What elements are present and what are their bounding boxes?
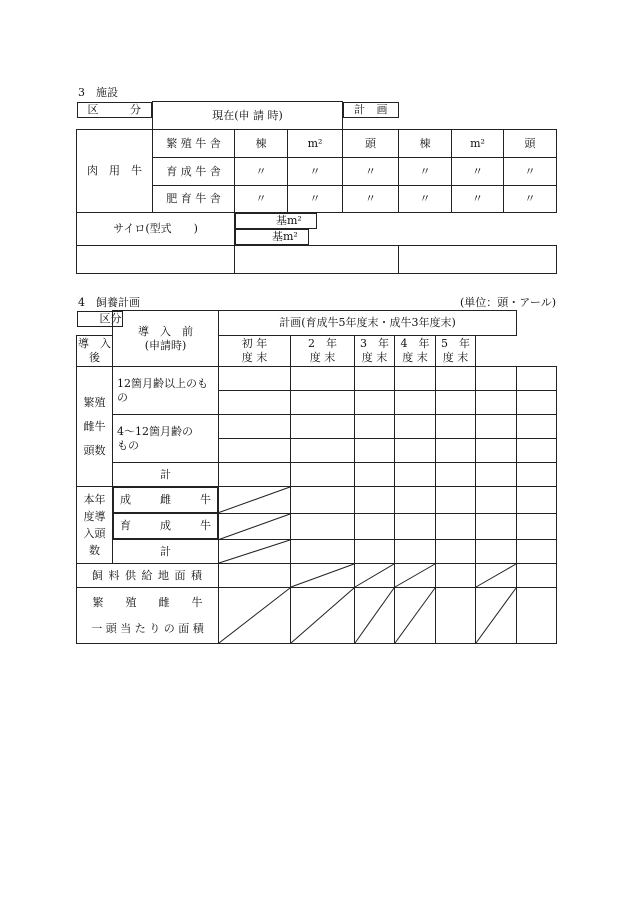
- row-label: 肥 育 牛 舎: [153, 186, 235, 213]
- feeding-plan-table: [76, 310, 557, 644]
- cell: 〃: [452, 186, 504, 213]
- slash-line: [395, 588, 435, 643]
- cell: [436, 564, 476, 588]
- slash-line: [291, 564, 354, 587]
- cell: [355, 391, 395, 415]
- beef-cattle-label: 肉 用 牛: [77, 130, 153, 213]
- slashed-cell: [219, 540, 291, 564]
- cell: [517, 415, 557, 439]
- year-header: [355, 336, 395, 367]
- breeding-cow-label: [77, 367, 113, 487]
- cell: [517, 513, 557, 540]
- cell: 〃: [504, 186, 557, 213]
- intro-total-label: 計: [113, 540, 219, 564]
- label-line: 数: [89, 544, 100, 557]
- before-sub-label: (申請時): [144, 338, 187, 352]
- slash-line: [291, 588, 354, 643]
- label-char: 成: [120, 493, 131, 506]
- kubun-left-label: 区: [99, 311, 111, 325]
- cell: [355, 367, 395, 391]
- cell: 頭: [343, 130, 399, 158]
- cell: 〃: [235, 158, 288, 186]
- label-char: 牛: [200, 493, 211, 506]
- cell: [291, 463, 355, 487]
- slash-line: [219, 487, 290, 513]
- year-header: [219, 336, 291, 367]
- kubun-right-label: 分: [130, 102, 141, 116]
- cell: [436, 367, 476, 391]
- cell: 基: [276, 214, 287, 227]
- cell: [517, 487, 557, 514]
- cell: [517, 367, 557, 391]
- silo-current: [235, 213, 317, 229]
- slashed-cell: [291, 588, 355, 644]
- year-header: [436, 336, 476, 367]
- m4to12-label: [113, 415, 219, 463]
- cell: [291, 513, 355, 540]
- row-label: 繁 殖 牛 舎: [153, 130, 235, 158]
- cell: 〃: [288, 158, 343, 186]
- slashed-cell: [395, 564, 436, 588]
- cell: 頭: [504, 130, 557, 158]
- cell: m²: [283, 230, 298, 243]
- cell: [291, 439, 355, 463]
- label-line: 繁 殖 雌 牛: [92, 595, 203, 609]
- slashed-cell: [476, 564, 517, 588]
- cell: [219, 463, 291, 487]
- cell: [476, 463, 517, 487]
- feed-area-label: 飼 料 供 給 地 面 積: [77, 564, 219, 588]
- cell: 〃: [288, 186, 343, 213]
- cell: [291, 415, 355, 439]
- label-line: 度導: [83, 510, 106, 523]
- slash-line: [395, 564, 435, 587]
- cell: [395, 487, 436, 514]
- facilities-table: [76, 101, 557, 274]
- cell: [291, 367, 355, 391]
- slashed-cell: [355, 564, 395, 588]
- year-label: 4 年: [400, 337, 430, 350]
- silo-plan: [235, 229, 309, 245]
- cell: [436, 415, 476, 439]
- cell: [476, 391, 517, 415]
- before-header: [110, 311, 219, 367]
- year-end-label: 度 末: [442, 351, 469, 364]
- cell: 〃: [399, 158, 452, 186]
- cell: 基: [272, 230, 283, 243]
- cell: m²: [288, 130, 343, 158]
- cell: [436, 588, 476, 644]
- year-label: 3 年: [360, 337, 389, 350]
- cell: [476, 487, 517, 514]
- label-line: の: [117, 390, 128, 404]
- cell: [476, 367, 517, 391]
- intro-label: [77, 487, 113, 564]
- kubun-left-label: 区: [87, 102, 99, 116]
- empty-cell: [77, 246, 235, 274]
- label-char: 雌: [160, 493, 171, 506]
- cell: [436, 463, 476, 487]
- cell: [395, 463, 436, 487]
- slash-line: [219, 588, 290, 643]
- section4-heading: 4 飼養計画: [78, 296, 140, 309]
- after-header: 導 入 後: [77, 336, 113, 367]
- cell: [219, 367, 291, 391]
- cell: [476, 513, 517, 540]
- cell: [219, 391, 291, 415]
- slash-line: [355, 564, 394, 587]
- cell: [517, 439, 557, 463]
- label-line: 雌牛: [83, 419, 106, 433]
- section3-heading: 3 施設: [78, 86, 118, 99]
- empty-cell: [399, 246, 557, 274]
- cell: [436, 439, 476, 463]
- slashed-cell: [395, 588, 436, 644]
- plan-header: 計画(育成牛5年度末・成牛3年度末): [219, 311, 517, 336]
- slash-line: [476, 588, 516, 643]
- slashed-cell: [219, 588, 291, 644]
- cell: 〃: [452, 158, 504, 186]
- plan-right-label: 画: [376, 102, 388, 116]
- cell: [219, 415, 291, 439]
- year-label: 初 年: [241, 337, 268, 350]
- label-line: 入頭: [83, 527, 106, 540]
- cell: [355, 540, 395, 564]
- year-end-label: 度 末: [309, 351, 336, 364]
- cell: [395, 391, 436, 415]
- cell: 〃: [504, 158, 557, 186]
- label-line: 一 頭 当 た り の 面 積: [91, 621, 204, 635]
- slashed-cell: [291, 564, 355, 588]
- cell: 棟: [235, 130, 288, 158]
- plan-header: [343, 102, 399, 118]
- cell: [355, 463, 395, 487]
- cell: [436, 487, 476, 514]
- cell: [355, 415, 395, 439]
- cell: [517, 391, 557, 415]
- label-line: 12箇月齢以上のも: [117, 376, 208, 390]
- slash-line: [219, 514, 290, 540]
- label-line: 本年: [83, 493, 106, 506]
- cell: [395, 513, 436, 540]
- row-label: 育 成 牛 舎: [153, 158, 235, 186]
- label-line: 4～12箇月齢の: [117, 424, 193, 438]
- cell: [355, 513, 395, 540]
- year-header: [291, 336, 355, 367]
- cell: [517, 463, 557, 487]
- cell: 〃: [343, 158, 399, 186]
- adult-cow-label: [113, 487, 218, 513]
- cell: m²: [452, 130, 504, 158]
- breeding-total-label: 計: [113, 463, 219, 487]
- label-char: 育: [120, 519, 131, 532]
- cell: [291, 391, 355, 415]
- cell: 〃: [399, 186, 452, 213]
- cell: [476, 540, 517, 564]
- cell: [476, 439, 517, 463]
- label-char: 成: [160, 519, 171, 532]
- slashed-cell: [219, 487, 291, 514]
- slashed-cell: [219, 513, 291, 540]
- year-label: 5 年: [441, 337, 470, 350]
- cell: [517, 588, 557, 644]
- cell: m²: [287, 214, 302, 227]
- cell: [517, 564, 557, 588]
- year-header: [395, 336, 436, 367]
- silo-label: サイロ(型式 ): [77, 213, 235, 246]
- cell: [219, 439, 291, 463]
- label-line: もの: [117, 438, 139, 452]
- empty-cell: [235, 246, 399, 274]
- cell: [476, 415, 517, 439]
- cell: [395, 367, 436, 391]
- cell: 〃: [343, 186, 399, 213]
- cell: [517, 540, 557, 564]
- kubun-header: [77, 102, 153, 118]
- slash-line: [476, 564, 516, 587]
- cell: [436, 513, 476, 540]
- kubun-header: [77, 311, 123, 327]
- cell: [291, 487, 355, 514]
- year-label: 2 年: [308, 337, 337, 350]
- cell: [219, 564, 291, 588]
- per-head-label: [77, 588, 219, 644]
- kubun-right-label: 分: [110, 311, 122, 325]
- current-header: 現在(申 請 時): [153, 102, 343, 130]
- year-end-label: 度 末: [361, 351, 388, 364]
- cell: 棟: [399, 130, 452, 158]
- label-line: 頭数: [83, 443, 106, 457]
- unit-note: (単位：頭・アール): [459, 296, 556, 309]
- cell: [436, 540, 476, 564]
- growing-cow-label: [113, 513, 218, 539]
- label-char: 牛: [200, 519, 211, 532]
- cell: [436, 391, 476, 415]
- label-line: 繁殖: [83, 395, 106, 409]
- cell: [355, 439, 395, 463]
- cell: 〃: [235, 186, 288, 213]
- year-end-label: 度 末: [241, 351, 268, 364]
- slashed-cell: [355, 588, 395, 644]
- cell: [395, 439, 436, 463]
- plan-left-label: 計: [354, 102, 365, 116]
- cell: [395, 540, 436, 564]
- cell: [355, 487, 395, 514]
- before-label: 導 入 前: [138, 324, 193, 338]
- slash-line: [219, 540, 290, 563]
- slash-line: [355, 588, 394, 643]
- slashed-cell: [476, 588, 517, 644]
- over12-label: [113, 367, 219, 415]
- cell: [395, 415, 436, 439]
- cell: [291, 540, 355, 564]
- year-end-label: 度 末: [402, 351, 428, 364]
